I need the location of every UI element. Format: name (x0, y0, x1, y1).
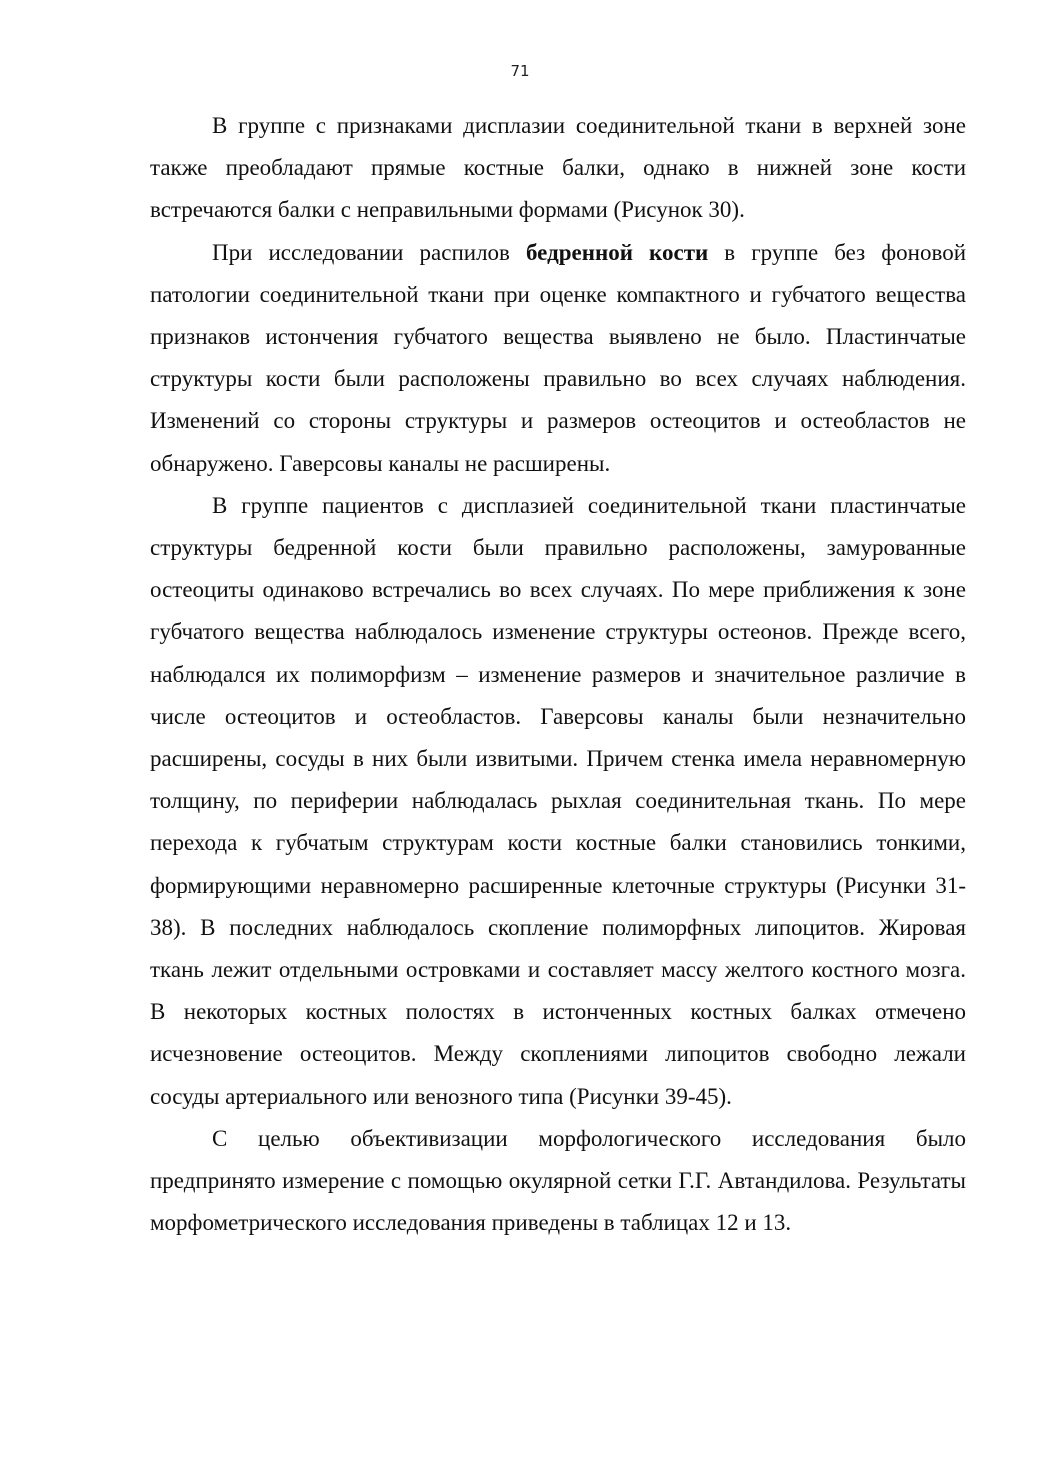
paragraph-2-start: При исследовании распилов (212, 239, 526, 265)
page-number: 71 (510, 62, 530, 80)
paragraph-2 (150, 232, 966, 485)
paragraph-1: В группе с признаками дисплазии соединительной ткани в верхней зоне также преобладают прямые костные балки, однако в нижней зоне кости встречаются балки с неправильными формами (Рисунок 30). (150, 113, 966, 223)
paragraph-4: С целью объективизации морфологического исследования было предпринято измерение с помощью окулярной сетки Г.Г. Автандилова. Результаты морфометрического исследования приведены в таблицах 12 и 13. (150, 1125, 966, 1236)
bold-term-femur: бедренной кости (525, 239, 709, 265)
paragraph-3: В группе пациентов с дисплазией соединительной ткани пластинчатые структуры бедренной кости были правильно расположены, замурованные остеоциты одинаково встречались во всех случаях. По мере приближения к зоне губчатого вещества наблюдалось изменение структуры остеонов. Прежде всего, наблюдался их полиморфизм – изменение размеров и значительное различие в числе остеоцитов и остеобластов. Гаверсовы каналы были незначительно расширены, сосуды в них были извитыми. Причем стенка имела неравномерную толщину, по периферии наблюдалась рыхлая соединительная ткань. По мере перехода к губчатым структурам кости костные балки становились тонкими, формирующими неравномерно расширенные клеточные структуры (Рисунки 31-38). В последних наблюдалось скопление полиморфных липоцитов. Жировая ткань лежит отдельными островками и составляет массу желтого костного мозга. В некоторых костных полостях в истонченных костных балках отмечено исчезновение остеоцитов. Между скоплениями липоцитов свободно лежали сосуды артериального или венозного типа (Рисунки 39-45). (150, 492, 966, 1109)
body-text (150, 105, 966, 1244)
paragraph-2-rest: в группе без фоновой патологии соединительной ткани при оценке компактного и губчатого вещества признаков истончения губчатого вещества выявлено не было. Пластинчатые структуры кости были расположены правильно во всех случаях наблюдения. Изменений со стороны структуры и размеров остеоцитов и остеобластов не обнаружено. Гаверсовы каналы не расширены. (150, 239, 967, 476)
